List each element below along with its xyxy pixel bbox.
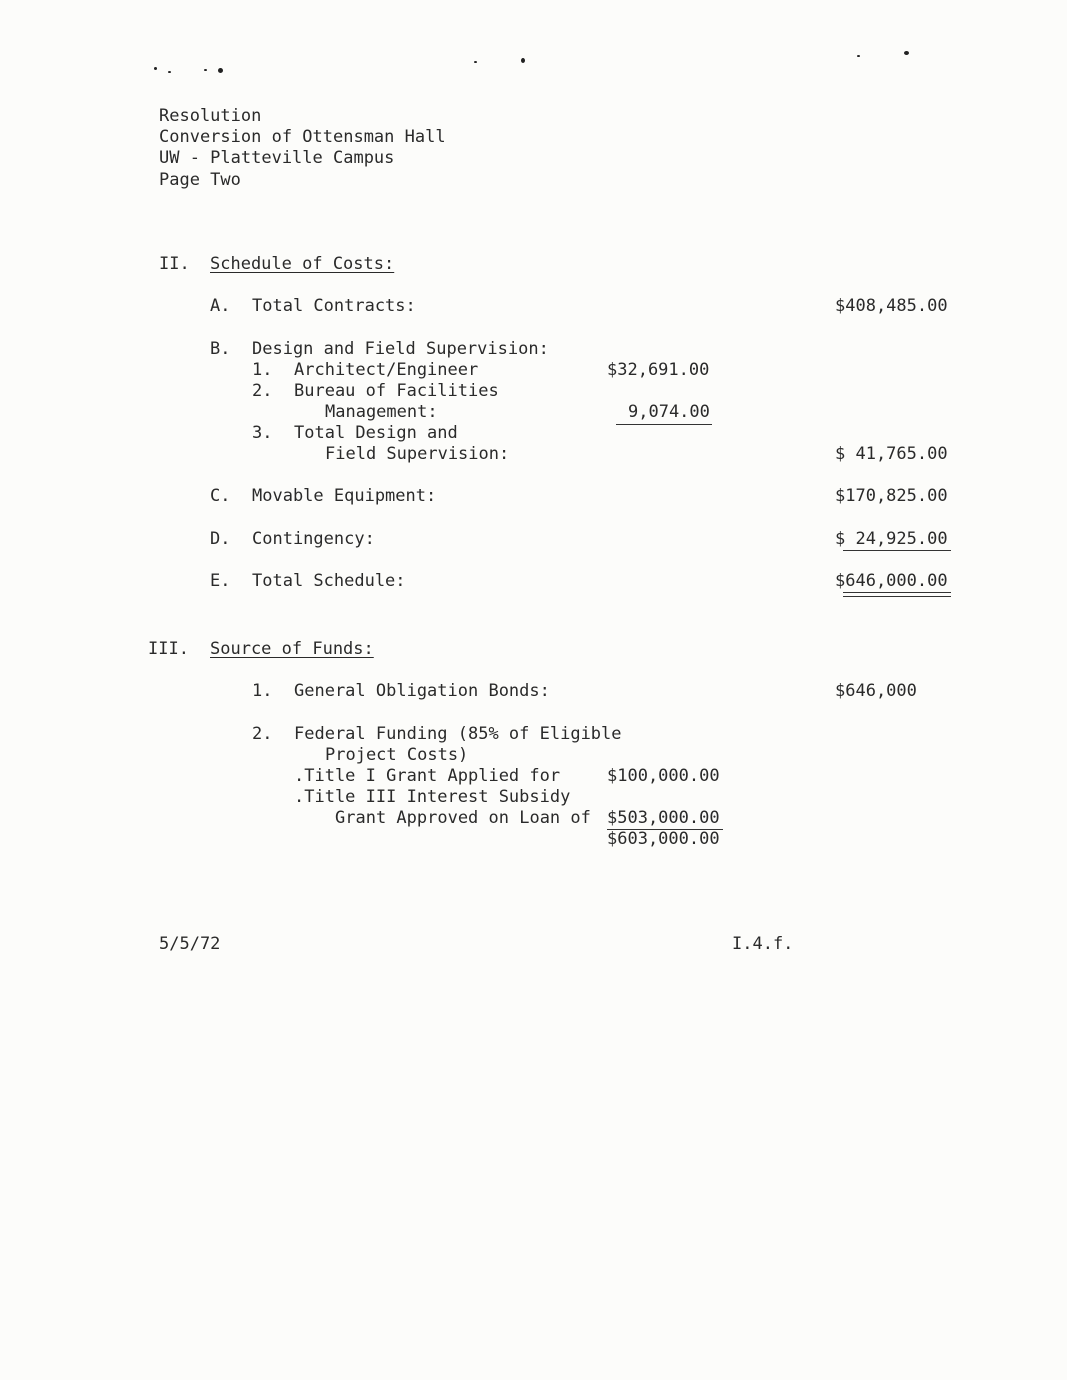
- scan-speck: [168, 71, 171, 73]
- header-line: Conversion of Ottensman Hall: [159, 127, 446, 147]
- item-label: Total Contracts:: [252, 296, 416, 316]
- subitem-label: General Obligation Bonds:: [294, 681, 550, 701]
- scan-speck: [154, 67, 157, 70]
- subitem-label-cont: Project Costs): [325, 745, 469, 765]
- item-letter: B.: [210, 339, 231, 359]
- item-amount: $646,000: [835, 681, 917, 701]
- item-letter: D.: [210, 529, 231, 549]
- subitem-label-cont: Field Supervision:: [325, 444, 510, 464]
- item-amount: $408,485.00: [835, 296, 948, 316]
- contingency-underline: [843, 550, 951, 551]
- subtotal-rule: [616, 424, 712, 425]
- scan-speck: [521, 58, 525, 63]
- subitem-number: 1.: [252, 360, 273, 380]
- scan-speck: [204, 69, 207, 71]
- item-amount: $170,825.00: [835, 486, 948, 506]
- total-double-rule: [843, 596, 951, 597]
- subitem-label: Federal Funding (85% of Eligible: [294, 724, 622, 744]
- section-title: Schedule of Costs:: [210, 254, 395, 274]
- subitem-label: Architect/Engineer: [294, 360, 479, 380]
- scan-speck: [904, 51, 909, 55]
- item-amount: $ 41,765.00: [835, 444, 948, 464]
- section-numeral: II.: [159, 254, 190, 274]
- subitem-number: 2.: [252, 381, 273, 401]
- item-label: Movable Equipment:: [252, 486, 437, 506]
- scan-speck: [857, 55, 860, 57]
- subitem-label: Total Design and: [294, 423, 458, 443]
- subitem-label: Bureau of Facilities: [294, 381, 499, 401]
- item-letter: E.: [210, 571, 231, 591]
- subitem-amount: 9,074.00: [628, 402, 710, 422]
- item-label: Contingency:: [252, 529, 375, 549]
- grant-label: .Title III Interest Subsidy: [294, 787, 571, 807]
- total-double-rule: [843, 592, 951, 593]
- total-amount: $646,000.00: [835, 571, 948, 591]
- header-line: Resolution: [159, 106, 262, 126]
- grant-total: $603,000.00: [607, 829, 720, 849]
- header-line: UW - Platteville Campus: [159, 148, 395, 168]
- section-numeral: III.: [148, 639, 189, 659]
- item-amount: $ 24,925.00: [835, 529, 948, 549]
- scan-speck: [474, 61, 477, 63]
- section-title: Source of Funds:: [210, 639, 374, 659]
- grant-label-cont: Grant Approved on Loan of: [335, 808, 591, 828]
- item-label: Design and Field Supervision:: [252, 339, 549, 359]
- grant-label: .Title I Grant Applied for: [294, 766, 561, 786]
- item-letter: A.: [210, 296, 231, 316]
- subitem-label-cont: Management:: [325, 402, 438, 422]
- subitem-number: 1.: [252, 681, 273, 701]
- subitem-number: 2.: [252, 724, 273, 744]
- subitem-number: 3.: [252, 423, 273, 443]
- item-label: Total Schedule:: [252, 571, 406, 591]
- footer-date: 5/5/72: [159, 934, 221, 954]
- subitem-amount: $32,691.00: [607, 360, 710, 380]
- scan-speck: [218, 68, 223, 73]
- item-letter: C.: [210, 486, 231, 506]
- grant-amount: $503,000.00: [607, 808, 720, 828]
- grant-amount: $100,000.00: [607, 766, 720, 786]
- header-line: Page Two: [159, 170, 241, 190]
- footer-code: I.4.f.: [732, 934, 794, 954]
